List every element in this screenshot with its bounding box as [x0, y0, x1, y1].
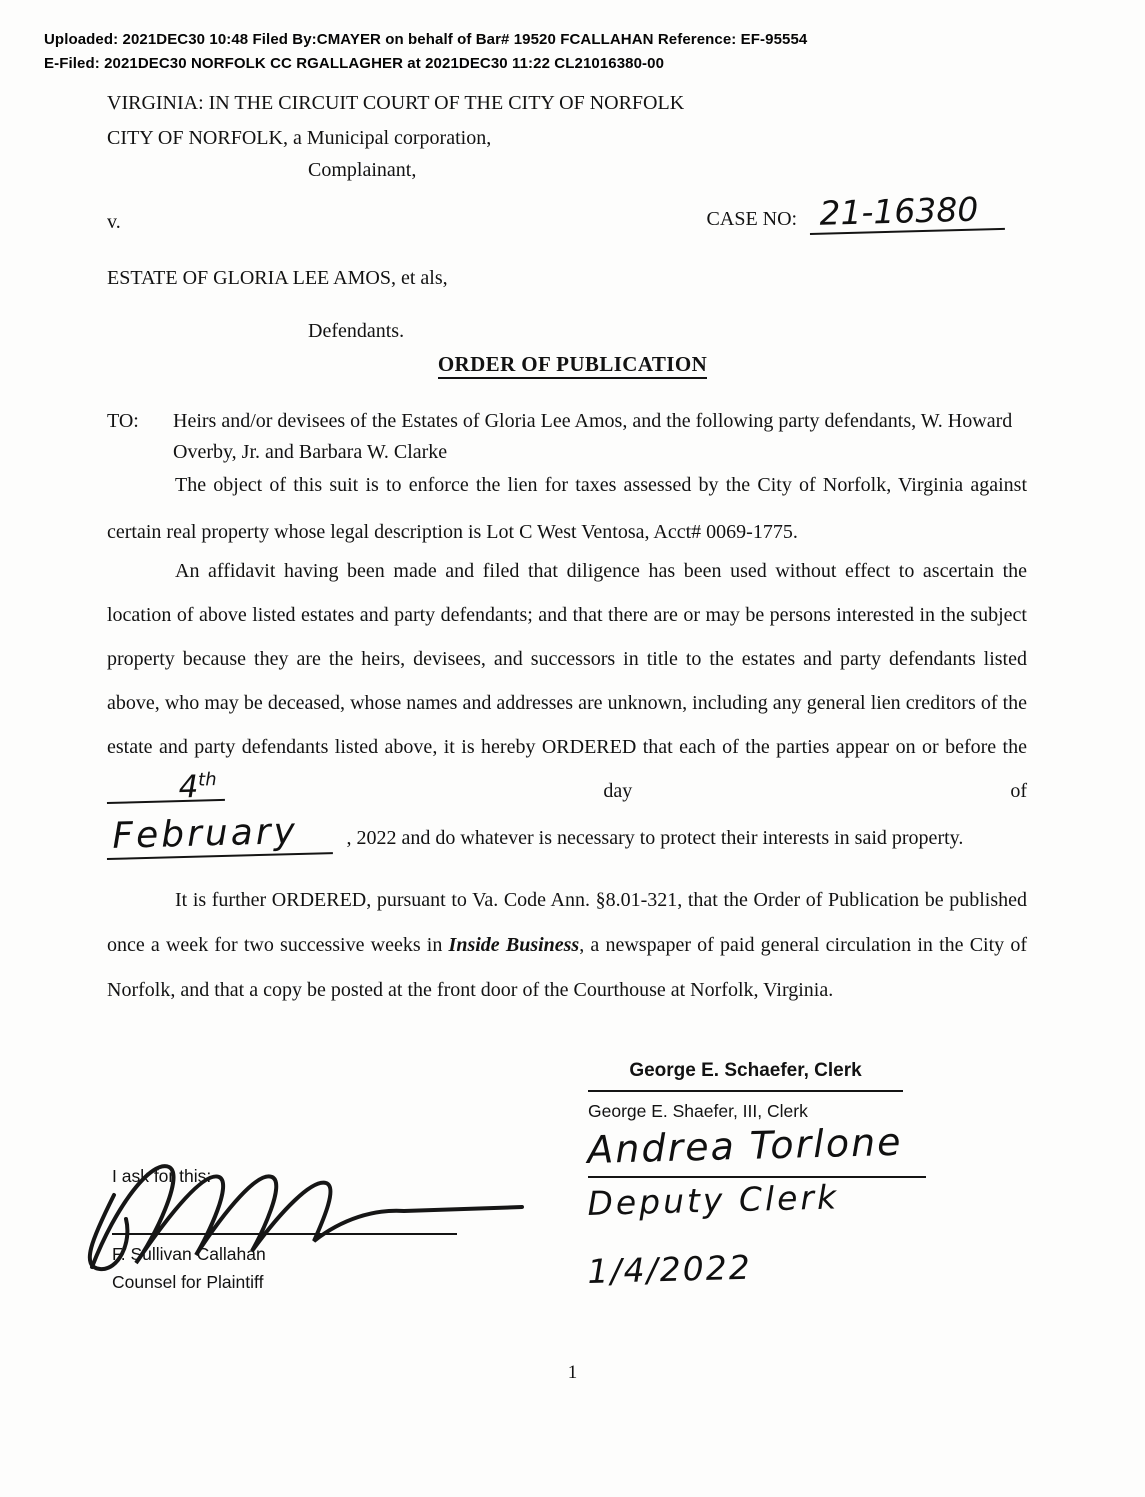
- court-title-line: VIRGINIA: IN THE CIRCUIT COURT OF THE CITY OF NORFOLK: [107, 92, 685, 114]
- newspaper-name: Inside Business: [448, 934, 580, 956]
- handwritten-month: February: [106, 812, 333, 860]
- efile-line1: Uploaded: 2021DEC30 10:48 Filed By:CMAYER on behalf of Bar# 19520 FCALLAHAN Reference: EF-95554: [44, 31, 808, 48]
- case-number-group: [706, 189, 1005, 235]
- case-caption: [107, 90, 1027, 344]
- order-title: ORDER OF PUBLICATION: [438, 352, 707, 379]
- further-ordered-pre: It is further ORDERED, pursuant to Va. Code Ann. §8.01-321, that the Order of Publication be published once a week for two successive weeks in: [107, 889, 1027, 956]
- paragraph-affidavit-text: An affidavit having been made and filed that diligence has been used without effect to ascertain the location of above listed estates and party defendants; and that there are or may be persons interested in the subject property because they are the heirs, devisees, and successors in title to the estates and party defendants listed above, who may be deceased, whose names and addresses are unknown, including any general lien creditors of the estate and party defendants listed above, it is hereby ORDERED that each of the parties appear on or before the: [107, 560, 1027, 758]
- attorney-signature-scrawl: [74, 1135, 544, 1275]
- paragraph-object-of-suit: The object of this suit is to enforce the lien for taxes assessed by the City of Norfolk, Virginia against certain real property whose legal description is Lot C West Ventosa, Acct# 0069-1775.: [107, 474, 1027, 543]
- counsel-title: Counsel for Plaintiff: [112, 1272, 264, 1292]
- ask-for-this-label: I ask for this:: [112, 1166, 212, 1186]
- efile-header: [44, 28, 807, 76]
- paragraph-further-ordered: [107, 878, 1027, 1013]
- clerk-signature-block: [588, 1060, 938, 1291]
- handwritten-date: 1/4/2022: [586, 1247, 753, 1291]
- counsel-signature-block: [112, 1165, 492, 1293]
- deputy-clerk-title-handwritten: Deputy Clerk: [586, 1177, 840, 1224]
- plaintiff-role: Complainant,: [308, 159, 417, 181]
- attorney-signature-line: [112, 1187, 457, 1235]
- paragraph-affidavit: [107, 549, 1027, 813]
- versus-row: [107, 189, 1027, 239]
- handwritten-day-number: 4: [178, 768, 199, 806]
- defendant-role: Defendants.: [308, 320, 405, 342]
- handwritten-day: [106, 767, 225, 804]
- efile-line2: E-Filed: 2021DEC30 NORFOLK CC RGALLAGHER at 2021DEC30 11:22 CL21016380-00: [44, 55, 665, 72]
- paragraph-month-continuation-text: , 2022 and do whatever is necessary to protect their interests in said property.: [346, 827, 964, 849]
- order-title-wrap: [0, 352, 1145, 377]
- deputy-signature-line: [586, 1119, 926, 1178]
- further-ordered-post: , a newspaper of paid general circulation in the City of Norfolk, and that a copy be posted at the front door of the Courthouse at Norfolk, Virginia.: [107, 934, 1027, 1001]
- clerk-name-stamp: George E. Schaefer, Clerk: [588, 1060, 903, 1092]
- versus-label: v.: [107, 211, 121, 233]
- handwritten-case-number: 21-16380: [809, 192, 1005, 235]
- day-of-text: day of: [603, 780, 1027, 802]
- deputy-clerk-signature: Andrea Torlone: [586, 1119, 904, 1173]
- paragraph-month-continuation: [107, 811, 1027, 860]
- page-number: 1: [567, 1362, 578, 1383]
- handwritten-day-suffix: th: [197, 768, 217, 791]
- to-label: TO:: [107, 410, 139, 432]
- plaintiff-name: CITY OF NORFOLK, a Municipal corporation,: [107, 127, 492, 149]
- counsel-name: F. Sullivan Callahan: [112, 1244, 266, 1264]
- to-recipients: Heirs and/or devisees of the Estates of Gloria Lee Amos, and the following party defendants, W. Howard Overby, Jr. and Barbara W. Clarke: [173, 410, 1013, 463]
- clerk-name-printed: George E. Shaefer, III, Clerk: [588, 1101, 808, 1121]
- case-number-label: CASE NO:: [706, 208, 798, 230]
- defendant-name: ESTATE OF GLORIA LEE AMOS, et als,: [107, 267, 448, 289]
- to-block: [107, 406, 1035, 468]
